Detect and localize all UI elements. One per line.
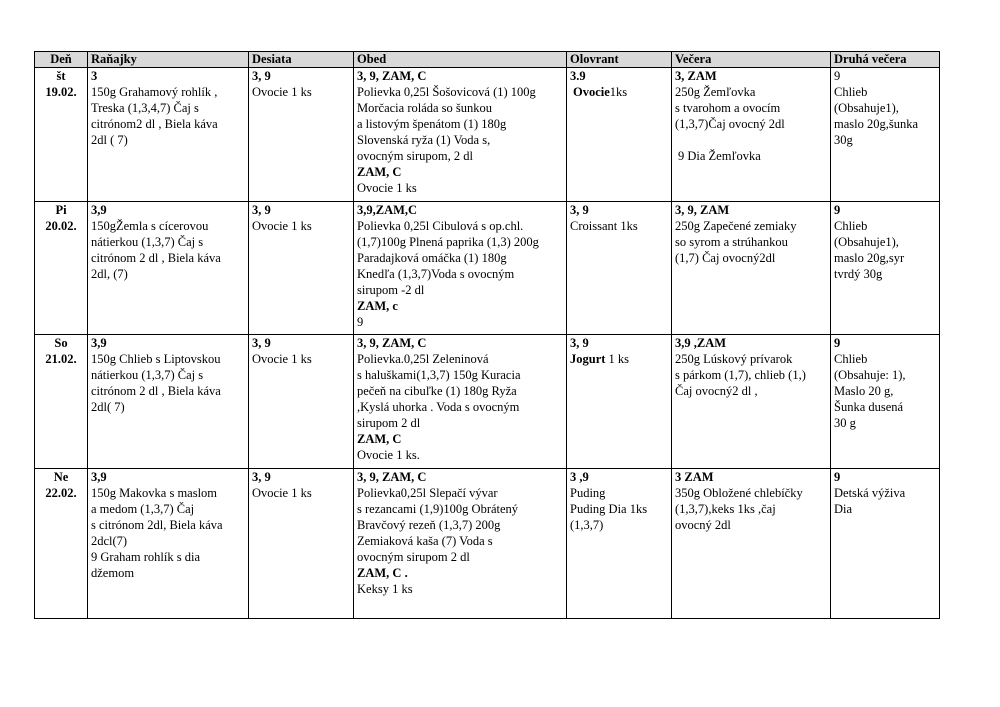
meal-line: 150g Grahamový rohlík , (91, 85, 218, 99)
allergen-code: 3,9 ,ZAM (675, 336, 727, 350)
meal-line: nátierkou (1,3,7) Čaj s (91, 235, 204, 249)
meal-line: 9 Dia Žemľovka (678, 149, 761, 163)
meal-line: Maslo 20 g, (834, 384, 894, 398)
meal-line: Ovocie 1 ks (252, 486, 312, 500)
day-date: 19.02. (45, 85, 77, 99)
meal-line: džemom (91, 566, 135, 580)
meal-line: Čaj ovocný2 dl , (675, 384, 758, 398)
meal-line: 2dl ( 7) (91, 133, 128, 147)
meal-line: Paradajková omáčka (1) 180g (357, 251, 507, 265)
ranajky-cell (88, 202, 249, 335)
meal-line: 9 Graham rohlík s dia (91, 550, 201, 564)
allergen-code: 3, 9, ZAM, C (357, 470, 427, 484)
header-obed: Obed (354, 52, 567, 68)
allergen-code: 3,9,ZAM,C (357, 203, 418, 217)
meal-line: Detská výživa (834, 486, 906, 500)
allergen-code: 3,9 (91, 470, 107, 484)
header-day: Deň (35, 52, 88, 68)
meal-line: Treska (1,3,4,7) Čaj s (91, 101, 199, 115)
ranajky-cell (88, 469, 249, 619)
meal-line: Morčacia roláda so šunkou (357, 101, 493, 115)
meal-line: 350g Obložené chlebíčky (675, 486, 803, 500)
allergen-code: 3, 9 (252, 69, 271, 83)
meal-line: ovocným sirupom, 2 dl (357, 149, 473, 163)
allergen-code: 9 (834, 336, 841, 350)
meal-line: Polievka.0,25l Zeleninová (357, 352, 489, 366)
allergen-code: ZAM, c (357, 299, 398, 313)
druha-vecera-cell (831, 335, 940, 469)
allergen-code: 3, 9, ZAM, C (357, 336, 427, 350)
allergen-code: ZAM, C . (357, 566, 408, 580)
meal-line: 2dcl(7) (91, 534, 128, 548)
meal-line: s párkom (1,7), chlieb (1,) (675, 368, 806, 382)
meal-line: citrónom 2 dl , Biela káva (91, 251, 221, 265)
meal-qty: 1ks (609, 85, 628, 99)
meal-line: citrónom2 dl , Biela káva (91, 117, 218, 131)
day-date: 21.02. (45, 352, 77, 366)
meal-line: Puding Dia 1ks (570, 502, 648, 516)
day-name: So (54, 336, 68, 350)
allergen-code: 3, 9 (570, 336, 589, 350)
allergen-code: 3, 9, ZAM, C (357, 69, 427, 83)
meal-line: ovocný 2dl (675, 518, 731, 532)
meal-line: Keksy 1 ks (357, 582, 413, 596)
meal-line: maslo 20g,šunka (834, 117, 919, 131)
header-olovrant: Olovrant (567, 52, 672, 68)
olovrant-cell (567, 469, 672, 619)
meal-line: (1,3,7)Čaj ovocný 2dl (675, 117, 785, 131)
vecera-cell (672, 469, 831, 619)
meal-line: a listovým špenátom (1) 180g (357, 117, 507, 131)
table-row (35, 469, 940, 619)
meal-line: (1,7) Čaj ovocný2dl (675, 251, 776, 265)
meal-line: (1,7)100g Plnená paprika (1,3) 200g (357, 235, 539, 249)
meal-line: (Obsahuje: 1), (834, 368, 906, 382)
obed-cell (354, 469, 567, 619)
obed-cell (354, 68, 567, 202)
druha-vecera-cell (831, 202, 940, 335)
day-cell (35, 202, 88, 335)
meal-line: Knedľa (1,3,7)Voda s ovocným (357, 267, 515, 281)
meal-line: 250g Lúskový prívarok (675, 352, 793, 366)
day-name: Ne (53, 470, 69, 484)
header-desiata: Desiata (249, 52, 354, 68)
allergen-code: 3, 9 (252, 470, 271, 484)
vecera-cell (672, 68, 831, 202)
allergen-code: 3,9 (91, 203, 107, 217)
allergen-code: 3, 9 (570, 203, 589, 217)
allergen-code: 3, 9, ZAM (675, 203, 730, 217)
meal-line: s haluškami(1,3,7) 150g Kuracia (357, 368, 521, 382)
day-cell (35, 335, 88, 469)
day-date: 20.02. (45, 219, 77, 233)
meal-line: tvrdý 30g (834, 267, 883, 281)
meal-line: so syrom a strúhankou (675, 235, 788, 249)
allergen-code: 3, 9 (252, 203, 271, 217)
meal-line: 250g Žemľovka (675, 85, 756, 99)
meal-line: Šunka dusená (834, 400, 904, 414)
allergen-code: 9 (834, 69, 841, 83)
allergen-code: ZAM, C (357, 165, 402, 179)
meal-line: 150g Chlieb s Liptovskou (91, 352, 221, 366)
meal-line: Chlieb (834, 85, 868, 99)
table-row (35, 335, 940, 469)
meal-line: Ovocie 1 ks (252, 219, 312, 233)
desiata-cell (249, 335, 354, 469)
meal-line: Ovocie 1 ks (357, 181, 417, 195)
allergen-code: 3, ZAM (675, 69, 717, 83)
meal-line: s rezancami (1,9)100g Obrátený (357, 502, 519, 516)
meal-line: Chlieb (834, 352, 868, 366)
ranajky-cell (88, 335, 249, 469)
day-name: Pi (55, 203, 67, 217)
table-row (35, 202, 940, 335)
meal-line: 150g Makovka s maslom (91, 486, 218, 500)
meal-line: Polievka 0,25l Šošovicová (1) 100g (357, 85, 536, 99)
meal-line: Dia (834, 502, 853, 516)
meal-line: sirupom 2 dl (357, 416, 421, 430)
day-date: 22.02. (45, 486, 77, 500)
day-name: št (56, 69, 66, 83)
allergen-code: 3,9 (91, 336, 107, 350)
meal-line: s citrónom 2dl, Biela káva (91, 518, 223, 532)
meal-line: (1,3,7) (570, 518, 604, 532)
olovrant-cell (567, 68, 672, 202)
desiata-cell (249, 68, 354, 202)
vecera-cell (672, 202, 831, 335)
meal-line: Polievka 0,25l Cibulová s op.chl. (357, 219, 524, 233)
druha-vecera-cell (831, 68, 940, 202)
meal-line (570, 84, 668, 100)
meal-line: Ovocie 1 ks. (357, 448, 420, 462)
olovrant-cell (567, 335, 672, 469)
meal-line: Puding (570, 486, 606, 500)
allergen-code: 3 (91, 69, 98, 83)
header-ranajky: Raňajky (88, 52, 249, 68)
allergen-code: 9 (834, 203, 841, 217)
meal-line (570, 351, 668, 367)
druha-vecera-cell (831, 469, 940, 619)
header-vecera: Večera (672, 52, 831, 68)
day-cell (35, 469, 88, 619)
meal-line: (Obsahuje1), (834, 101, 899, 115)
olovrant-cell (567, 202, 672, 335)
allergen-code: 9 (834, 470, 841, 484)
meal-line: Ovocie 1 ks (252, 352, 312, 366)
meal-line: 9 (357, 315, 364, 329)
meal-line: 30 g (834, 416, 856, 430)
desiata-cell (249, 469, 354, 619)
allergen-code: ZAM, C (357, 432, 402, 446)
meal-line: Bravčový rezeň (1,3,7) 200g (357, 518, 501, 532)
meal-qty: 1 ks (605, 352, 630, 366)
allergen-code: 3.9 (570, 69, 586, 83)
meal-line: Zemiaková kaša (7) Voda s (357, 534, 493, 548)
allergen-code: 3 ,9 (570, 470, 589, 484)
meal-line: (Obsahuje1), (834, 235, 899, 249)
obed-cell (354, 202, 567, 335)
meal-line: Croissant 1ks (570, 219, 638, 233)
meal-item-bold: Ovocie (573, 85, 610, 99)
meal-line: s tvarohom a ovocím (675, 101, 781, 115)
allergen-code: 3, 9 (252, 336, 271, 350)
day-cell (35, 68, 88, 202)
meal-line: pečeň na cibuľke (1) 180g Ryža (357, 384, 517, 398)
vecera-cell (672, 335, 831, 469)
obed-cell (354, 335, 567, 469)
menu-table (34, 51, 940, 619)
allergen-code: 3 ZAM (675, 470, 714, 484)
meal-line: Slovenská ryža (1) Voda s, (357, 133, 491, 147)
meal-line: ,Kyslá uhorka . Voda s ovocným (357, 400, 520, 414)
desiata-cell (249, 202, 354, 335)
meal-line: 2dl( 7) (91, 400, 125, 414)
meal-line: Ovocie 1 ks (252, 85, 312, 99)
meal-line: 30g (834, 133, 853, 147)
meal-line: nátierkou (1,3,7) Čaj s (91, 368, 204, 382)
ranajky-cell (88, 68, 249, 202)
table-row (35, 68, 940, 202)
meal-line: maslo 20g,syr (834, 251, 905, 265)
meal-line: Chlieb (834, 219, 868, 233)
meal-line: ovocným sirupom 2 dl (357, 550, 470, 564)
meal-line: Polievka0,25l Slepačí vývar (357, 486, 498, 500)
header-row (35, 52, 940, 68)
meal-line: citrónom 2 dl , Biela káva (91, 384, 221, 398)
meal-line: (1,3,7),keks 1ks ,čaj (675, 502, 776, 516)
meal-line: 2dl, (7) (91, 267, 128, 281)
meal-line: a medom (1,3,7) Čaj (91, 502, 195, 516)
meal-item-bold: Jogurt (570, 352, 606, 366)
header-druha-vecera: Druhá večera (831, 52, 940, 68)
meal-line: sirupom -2 dl (357, 283, 425, 297)
spacer (675, 132, 827, 148)
meal-line: 150gŽemla s cícerovou (91, 219, 209, 233)
meal-line: 250g Zapečené zemiaky (675, 219, 797, 233)
